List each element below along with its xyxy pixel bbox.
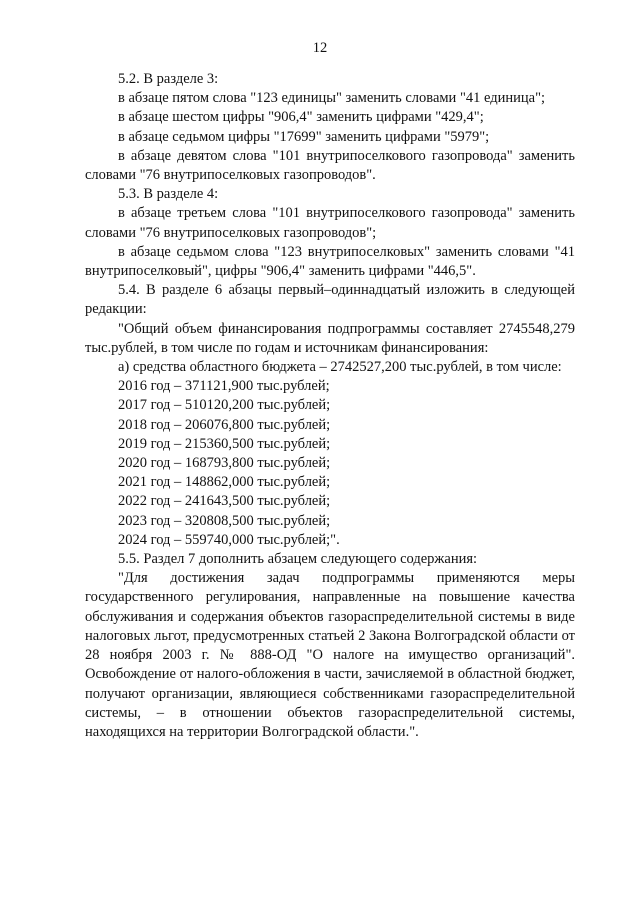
list-item: 2024 год – 559740,000 тыс.рублей;".	[118, 531, 340, 548]
paragraph: в абзаце седьмом слова "123 внутрипоселковых" заменить словами "41 внутрипоселковый", цифры "906,4" заменить цифрами "446,5".	[85, 243, 575, 280]
paragraph: в абзаце девятом слова "101 внутрипоселкового газопровода" заменить словами "76 внутрипоселковых газопроводов".	[85, 147, 575, 184]
paragraph: в абзаце третьем слова "101 внутрипоселкового газопровода" заменить словами "76 внутрипоселковых газопроводов";	[85, 205, 575, 241]
paragraph: "Для достижения задач подпрограммы применяются меры государственного регулирования, направленные на повышение качества обслуживания и содержания объектов газораспределительной системы в виде налоговых льгот, предусмотренных статьей 2 Закона Волгоградской области от 28 ноября 2003 г. № 888-ОД "О налоге на имущество организаций". Освобождение от налого-обложения в части, зачисляемой в областной бюджет, получают организации, являющиеся собственниками газораспределительной системы, – в отношении объектов газораспределительной системы, находящихся на территории Волгоградской области.".	[85, 570, 575, 740]
page-number: 12	[312, 40, 328, 56]
list-item: 2020 год – 168793,800 тыс.рублей;	[118, 455, 331, 472]
paragraph: "Общий объем финансирования подпрограммы составляет 2745548,279 тыс.рублей, в том числе по годам и источникам финансирования:	[85, 320, 575, 356]
paragraph: в абзаце пятом слова "123 единицы" заменить словами "41 единица";	[118, 90, 546, 107]
list-item: 2022 год – 241643,500 тыс.рублей;	[118, 493, 331, 510]
list-item: 2021 год – 148862,000 тыс.рублей;	[118, 474, 331, 491]
list-item: 2023 год – 320808,500 тыс.рублей;	[118, 512, 331, 529]
section-heading-5-4: 5.4. В разделе 6 абзацы первый–одиннадцатый изложить в следующей редакции:	[85, 282, 575, 318]
paragraph: в абзаце седьмом цифры "17699" заменить цифрами "5979";	[118, 128, 490, 145]
section-heading-5-3: 5.3. В разделе 4:	[118, 186, 219, 203]
document-body	[85, 70, 575, 742]
paragraph: в абзаце шестом цифры "906,4" заменить цифрами "429,4";	[118, 109, 484, 126]
section-heading-5-5: 5.5. Раздел 7 дополнить абзацем следующего содержания:	[118, 551, 478, 568]
list-item: 2017 год – 510120,200 тыс.рублей;	[118, 397, 331, 414]
paragraph: а) средства областного бюджета – 2742527,200 тыс.рублей, в том числе:	[118, 359, 562, 376]
list-item: 2018 год – 206076,800 тыс.рублей;	[118, 416, 331, 433]
section-heading-5-2: 5.2. В разделе 3:	[118, 71, 219, 87]
list-item: 2019 год – 215360,500 тыс.рублей;	[118, 435, 331, 452]
yearly-funding-list	[85, 377, 575, 550]
list-item: 2016 год – 371121,900 тыс.рублей;	[118, 378, 330, 395]
